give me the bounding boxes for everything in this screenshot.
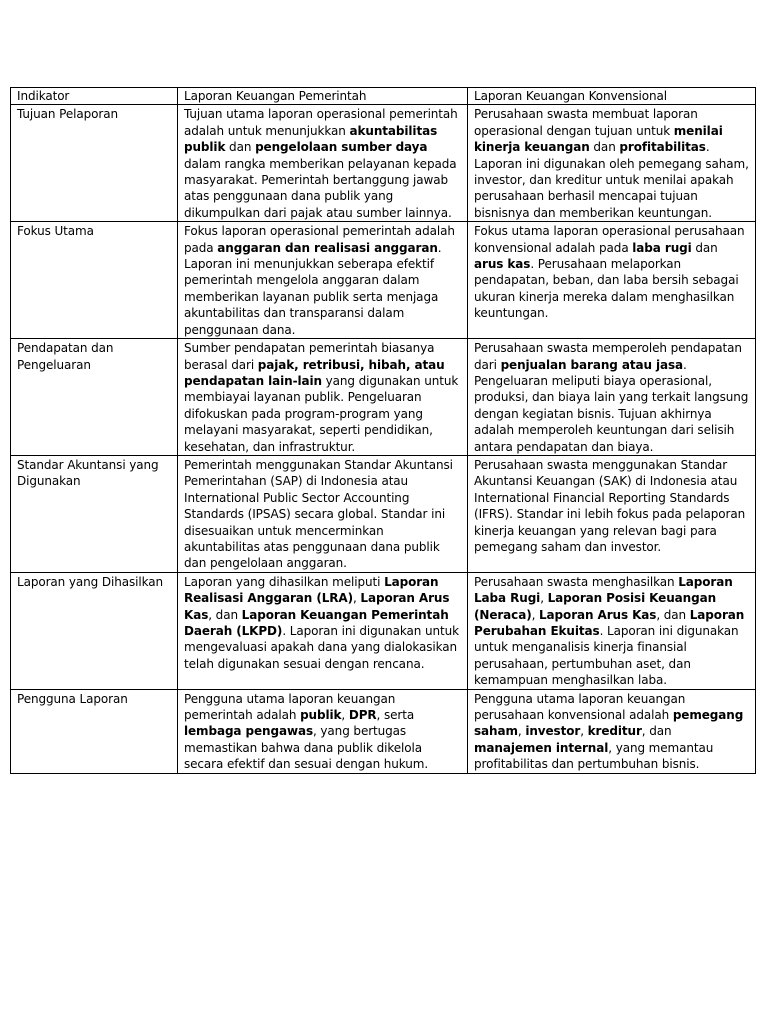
- text-run: Perusahaan swasta membuat laporan operasional dengan tujuan untuk: [474, 107, 698, 138]
- bold-text: menilai kinerja keuangan: [474, 123, 723, 155]
- text-run: . Pengeluaran meliputi biaya operasional, produksi, dan biaya lain yang terkait langsung dengan kegiatan bisnis. Tujuan akhirnya adalah memperoleh keuntungan dari selisih antara pendapatan dan biaya.: [474, 357, 749, 454]
- text-run: . Laporan ini menunjukkan seberapa efektif pemerintah mengelola anggaran dalam memberikan layanan publik serta menjaga akuntabilitas dan transparansi dalam penggunaan dana.: [184, 240, 442, 337]
- bold-text: Laporan Laba Rugi: [474, 574, 733, 606]
- text-run: . Laporan ini digunakan oleh pemegang saham, investor, dan kreditur untuk menilai apakah perusahaan berhasil mencapai tujuan bisnisnya dan memberikan keuntungan.: [474, 140, 749, 220]
- header-konvensional: Laporan Keuangan Konvensional: [468, 88, 756, 105]
- bold-text: pajak, retribusi, hibah, atau pendapatan lain-lain: [184, 357, 445, 388]
- bold-text: arus kas: [474, 257, 531, 272]
- text-run: ,: [540, 591, 548, 606]
- text-run: dan: [225, 140, 256, 155]
- text-run: . Laporan ini digunakan untuk mengevaluasi apakah dana yang dialokasikan telah digunakan sesuai dengan rencana.: [184, 624, 459, 671]
- cell-pemerintah: [178, 222, 468, 339]
- table-header-row: [11, 88, 756, 105]
- cell-pemerintah: [178, 455, 468, 572]
- table-row: [11, 455, 756, 572]
- bold-text: Laporan Keuangan Pemerintah Daerah (LKPD): [184, 607, 449, 638]
- cell-indikator: Pendapatan dan Pengeluaran: [11, 339, 178, 456]
- text-run: , dan: [641, 724, 672, 739]
- bold-text: DPR: [348, 708, 377, 723]
- bold-text: Laporan Arus Kas: [184, 591, 450, 622]
- cell-indikator: Pengguna Laporan: [11, 689, 178, 773]
- text-run: , dan: [208, 607, 242, 622]
- document-page: [10, 87, 755, 774]
- table-body: [11, 88, 756, 774]
- bold-text: manajemen internal: [474, 740, 609, 755]
- bold-text: pengelolaan sumber daya: [255, 140, 428, 155]
- cell-konvensional: [468, 339, 756, 456]
- bold-text: investor: [525, 724, 581, 739]
- header-pemerintah: Laporan Keuangan Pemerintah: [178, 88, 468, 105]
- bold-text: akuntabilitas publik: [184, 123, 438, 155]
- bold-text: Laporan Arus Kas: [539, 607, 657, 622]
- bold-text: Laporan Perubahan Ekuitas: [474, 607, 745, 638]
- text-run: Perusahaan swasta memperoleh pendapatan dari: [474, 341, 742, 372]
- table-row: [11, 689, 756, 773]
- text-run: ,: [580, 724, 588, 739]
- text-run: dalam rangka memberikan pelayanan kepada masyarakat. Pemerintah bertanggung jawab atas penggunaan dana publik yang dikumpulkan dari pajak atau sumber lainnya.: [184, 156, 457, 220]
- bold-text: laba rugi: [632, 240, 692, 255]
- text-run: ,: [352, 591, 361, 606]
- bold-text: publik: [300, 708, 342, 723]
- text-run: Pengguna utama laporan keuangan perusahaan konvensional adalah: [474, 691, 686, 723]
- table-row: [11, 572, 756, 689]
- text-run: , yang bertugas memastikan bahwa dana publik dikelola secara efektif dan sesuai dengan hukum.: [184, 724, 429, 772]
- bold-text: profitabilitas: [619, 140, 706, 155]
- table-row: [11, 222, 756, 339]
- bold-text: lembaga pengawas: [184, 724, 313, 739]
- comparison-table: [10, 87, 756, 774]
- text-run: , yang memantau profitabilitas dan pertumbuhan bisnis.: [474, 740, 714, 772]
- bold-text: penjualan barang atau jasa: [500, 357, 684, 372]
- text-run: . Laporan ini digunakan untuk menganalisis kinerja finansial perusahaan, pertumbuhan aset, dan kemampuan menghasilkan laba.: [474, 624, 739, 688]
- cell-konvensional: [468, 455, 756, 572]
- text-run: Perusahaan swasta menggunakan Standar Akuntansi Keuangan (SAK) di Indonesia atau International Financial Reporting Standards (IFRS). Standar ini lebih fokus pada pelaporan kinerja keuangan yang relevan bagi para pemegang saham dan investor.: [474, 457, 746, 554]
- text-run: . Perusahaan melaporkan pendapatan, beban, dan laba bersih sebagai ukuran kinerja mereka dalam menghasilkan keuntungan.: [474, 257, 739, 321]
- cell-konvensional: [468, 222, 756, 339]
- text-run: , dan: [656, 607, 690, 622]
- text-run: Perusahaan swasta menghasilkan: [474, 574, 679, 589]
- cell-konvensional: [468, 105, 756, 222]
- text-run: ,: [341, 708, 349, 723]
- text-run: Fokus laporan operasional pemerintah adalah pada: [184, 224, 455, 255]
- text-run: Tujuan utama laporan operasional pemerintah adalah untuk menunjukkan: [184, 107, 458, 138]
- text-run: Pemerintah menggunakan Standar Akuntansi Pemerintahan (SAP) di Indonesia atau International Public Sector Accounting Standards (IPSAS) secara global. Standar ini disesuaikan untuk mencerminkan akuntabilitas atas penggunaan dana publik dan pengelolaan anggaran.: [184, 457, 453, 571]
- cell-pemerintah: [178, 105, 468, 222]
- cell-indikator: Fokus Utama: [11, 222, 178, 339]
- text-run: yang digunakan untuk membiayai layanan publik. Pengeluaran difokuskan pada program-program yang melayani masyarakat, seperti pendidikan, kesehatan, dan infrastruktur.: [184, 373, 459, 454]
- text-run: Sumber pendapatan pemerintah biasanya berasal dari: [184, 341, 435, 372]
- bold-text: anggaran dan realisasi anggaran: [217, 240, 438, 255]
- cell-pemerintah: [178, 339, 468, 456]
- cell-pemerintah: [178, 572, 468, 689]
- text-run: Fokus utama laporan operasional perusahaan konvensional adalah pada: [474, 224, 745, 255]
- text-run: Pengguna utama laporan keuangan pemerintah adalah: [184, 691, 396, 723]
- cell-pemerintah: [178, 689, 468, 773]
- cell-konvensional: [468, 572, 756, 689]
- text-run: dan: [691, 240, 718, 255]
- bold-text: kreditur: [587, 724, 642, 739]
- bold-text: Laporan Posisi Keuangan (Neraca): [474, 591, 717, 622]
- text-run: Laporan yang dihasilkan meliputi: [184, 574, 385, 589]
- header-indikator: Indikator: [11, 88, 178, 105]
- text-run: , serta: [376, 708, 415, 723]
- table-row: [11, 105, 756, 222]
- bold-text: pemegang saham: [474, 708, 744, 739]
- text-run: ,: [517, 724, 526, 739]
- cell-konvensional: [468, 689, 756, 773]
- bold-text: Laporan Realisasi Anggaran (LRA): [184, 574, 439, 606]
- table-row: [11, 339, 756, 456]
- cell-indikator: Standar Akuntansi yang Digunakan: [11, 455, 178, 572]
- text-run: dan: [589, 140, 620, 155]
- text-run: ,: [531, 607, 540, 622]
- cell-indikator: Laporan yang Dihasilkan: [11, 572, 178, 689]
- cell-indikator: Tujuan Pelaporan: [11, 105, 178, 222]
